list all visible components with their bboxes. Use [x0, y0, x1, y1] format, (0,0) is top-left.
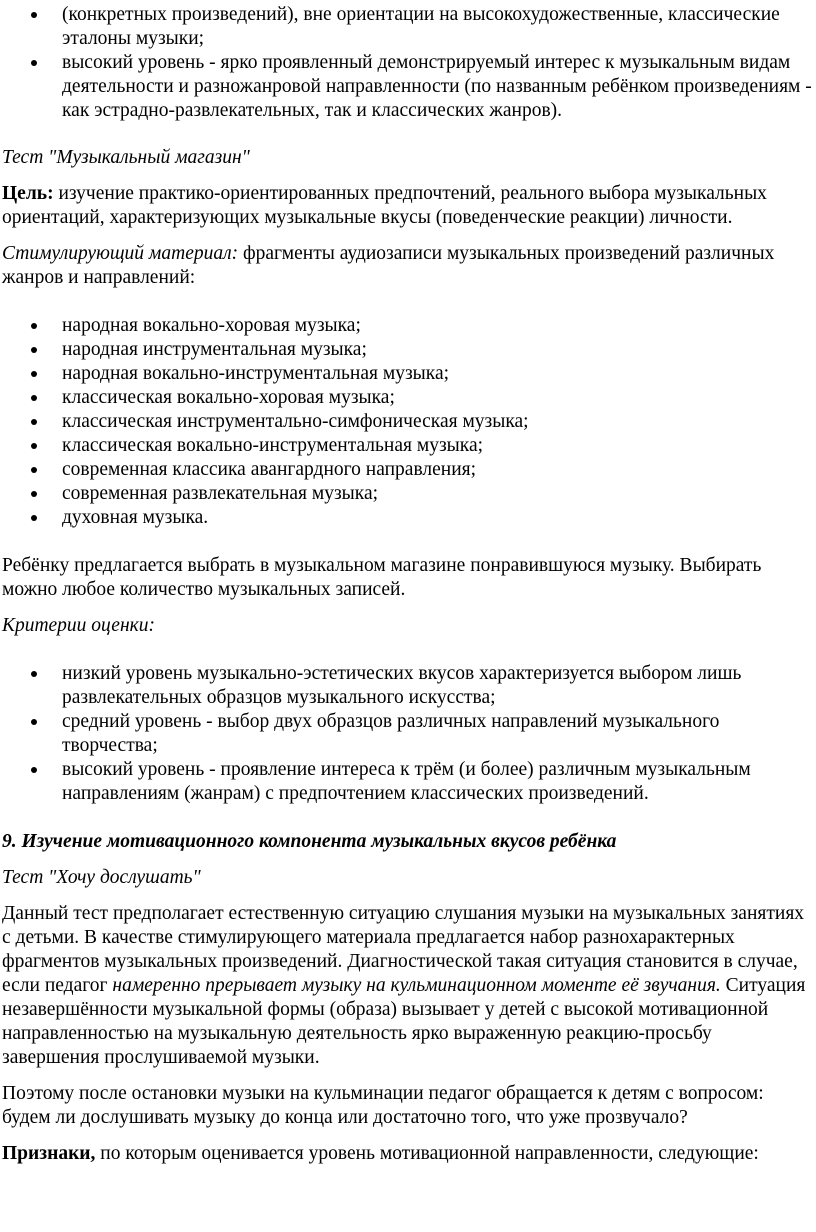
para1-part-a: Данный тест предполагает естественную ситуацию слушания музыки на музыкальных занятиях с детьми. В качестве стимулирующего материала предлагается набор разнохарактерных фрагментов музыкальных произведений. Диагностической такая ситуация становится в случае, если педагог [2, 903, 805, 996]
goal-text: изучение практико-ориентированных предпочтений, реального выбора музыкальных ориентаций, характеризующих музыкальные вкусы (поведенческие реакции) личности. [2, 183, 767, 228]
criteria-label: Критерии оценки: [2, 615, 155, 636]
list-item: народная вокально-инструментальная музыка; [2, 362, 812, 386]
stim-text: фрагменты аудиозаписи музыкальных произведений различных жанров и направлений: [2, 243, 775, 288]
test1-instruction: Ребёнку предлагается выбрать в музыкальном магазине понравившуюся музыку. Выбирать можно любое количество музыкальных записей. [2, 555, 762, 600]
list-item: высокий уровень - проявление интереса к трём (и более) различным музыкальным направлениям (жанрам) с предпочтением классических произведений. [2, 758, 812, 806]
test1-stim [2, 242, 812, 290]
para1-part-b: намеренно прерывает музыку на кульминационном моменте её звучания. [112, 975, 721, 996]
list-top [2, 3, 812, 123]
list-item: классическая вокально-инструментальная музыка; [2, 434, 812, 458]
list-item: народная вокально-хоровая музыка; [2, 314, 812, 338]
criteria-list [2, 662, 812, 806]
list-item: низкий уровень музыкально-эстетических вкусов характеризуется выбором лишь развлекательных образцов музыкального искусства; [2, 662, 812, 710]
test1-title: Тест "Музыкальный магазин" [2, 147, 250, 168]
signs-text: по которым оценивается уровень мотивационной направленности, следующие: [95, 1143, 759, 1164]
section9-heading: 9. Изучение мотивационного компонента музыкальных вкусов ребёнка [2, 831, 617, 852]
section9-signs [2, 1142, 812, 1166]
goal-label: Цель: [2, 183, 54, 204]
section9-para1 [2, 902, 812, 1070]
test2-title: Тест "Хочу дослушать" [2, 867, 201, 888]
list-item: средний уровень - выбор двух образцов различных направлений музыкального творчества; [2, 710, 812, 758]
section9-para2: Поэтому после остановки музыки на кульминации педагог обращается к детям с вопросом: будем ли дослушивать музыку до конца или достаточно того, что уже прозвучало? [2, 1083, 764, 1128]
test1-goal [2, 182, 812, 230]
list-item: классическая вокально-хоровая музыка; [2, 386, 812, 410]
list-item: высокий уровень - ярко проявленный демонстрируемый интерес к музыкальным видам деятельности и разножанровой направленности (по названным ребёнком произведениям - как эстрадно-развлекательных, так и классических жанров). [2, 51, 812, 123]
list-item: современная развлекательная музыка; [2, 482, 812, 506]
list-item: классическая инструментально-симфоническая музыка; [2, 410, 812, 434]
list-item: духовная музыка. [2, 506, 812, 530]
document-page [0, 3, 816, 1166]
para1-part-c: Ситуация незавершённости музыкальной формы (образа) вызывает у детей с высокой мотивационной направленностью на музыкальную деятельность ярко выраженную реакцию-просьбу завершения прослушиваемой музыки. [2, 975, 806, 1068]
list-item: современная классика авангардного направления; [2, 458, 812, 482]
list-item: (конкретных произведений), вне ориентации на высокохудожественные, классические эталоны музыки; [2, 3, 812, 51]
stim-label: Стимулирующий материал: [2, 243, 239, 264]
genre-list [2, 314, 812, 530]
signs-label: Признаки, [2, 1143, 96, 1164]
list-item: народная инструментальная музыка; [2, 338, 812, 362]
